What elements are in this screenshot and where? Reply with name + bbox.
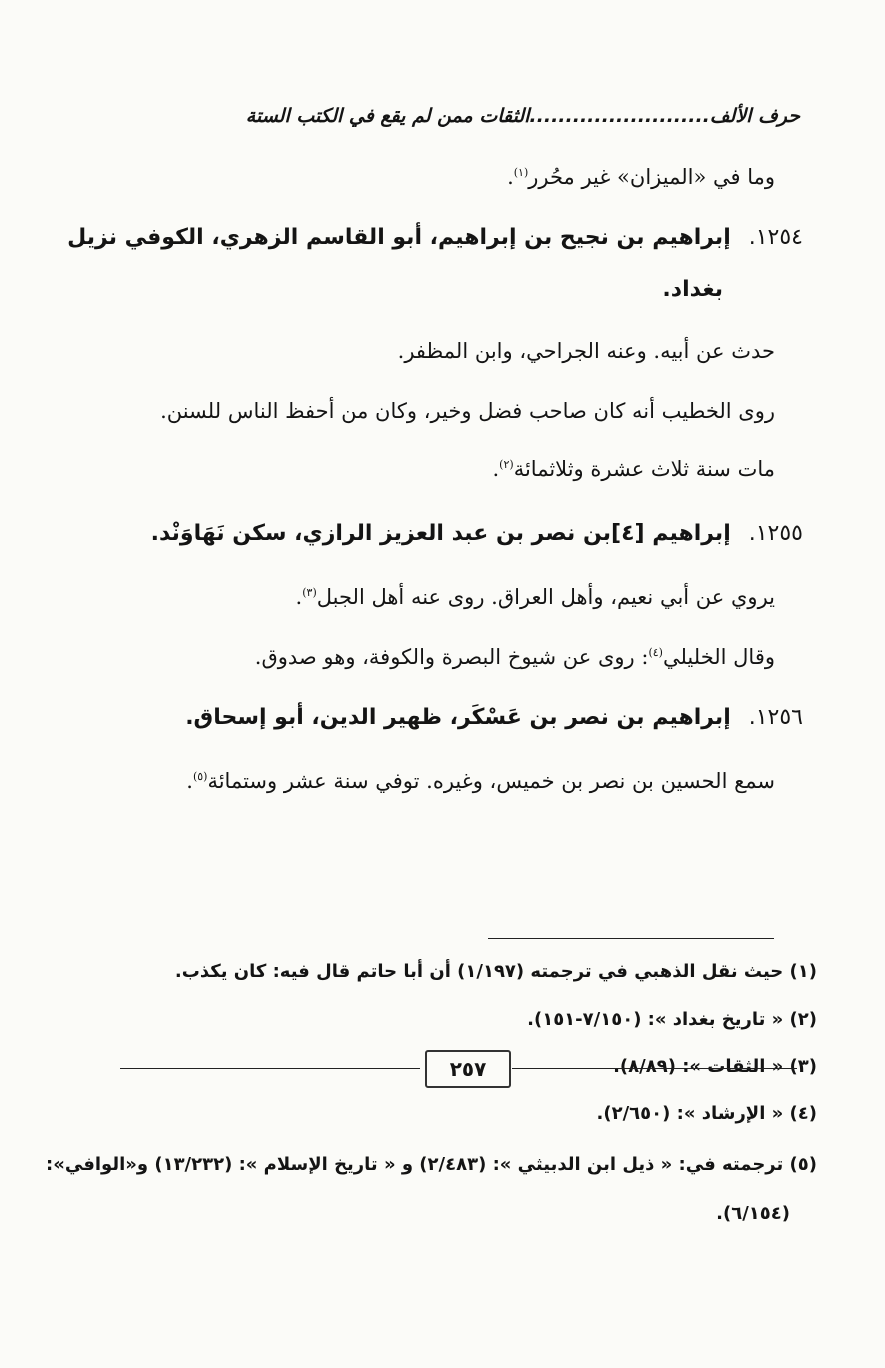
footnote-5: (٥) ترجمته في: « ذيل ابن الدبيثي »: (٢/٤٨٣) و « تاريخ الإسلام »: (١٣/٢٣٢) و«الوافي»: xyxy=(46,1154,817,1175)
page-number xyxy=(425,1050,511,1088)
footnote-ref-3: (٣) xyxy=(302,586,317,599)
entry-number-1255: ١٢٥٥. xyxy=(748,521,803,546)
footnote-separator xyxy=(488,938,774,939)
entry-1254-line-1 xyxy=(398,334,775,368)
footnote-5-cont: (٦/١٥٤). xyxy=(716,1203,790,1224)
entry-name-1254: إبراهيم بن نجيح بن إبراهيم، أبو القاسم الزهري، الكوفي نزيل xyxy=(67,225,731,250)
entry-heading-1256 xyxy=(185,692,803,744)
intro-line-end: . xyxy=(507,165,514,189)
entry-1255-line-2-text: وقال الخليلي xyxy=(662,645,775,669)
entry-1254-line-3-text: مات سنة ثلاث عشرة وثلاثمائة xyxy=(513,457,775,481)
entry-name-1255: إبراهيم [٤]بن نصر بن عبد العزيز الرازي، سكن نَهَاوَنْد. xyxy=(150,521,731,546)
footnote-ref-1: (١) xyxy=(513,166,529,179)
entry-heading-1254 xyxy=(67,212,803,264)
entry-heading-1255 xyxy=(151,508,803,560)
entry-1256-line-1-end: . xyxy=(186,769,193,793)
entry-1254-line-3-end: . xyxy=(492,457,500,481)
intro-line-text: وما في «الميزان» غير محُرر xyxy=(528,165,775,189)
bottom-rule-left xyxy=(120,1068,420,1069)
footnote-2: (٢) « تاريخ بغداد »: (٧/١٥٠-١٥١). xyxy=(527,1009,817,1030)
entry-1254-line-2 xyxy=(160,394,775,428)
entry-name-1256: إبراهيم بن نصر بن عَسْكَر، ظهير الدين، أبو إسحاق. xyxy=(185,705,731,730)
entry-1255-line-2-end: : روى عن شيوخ البصرة والكوفة، وهو صدوق. xyxy=(254,645,649,669)
entry-1256-line-1 xyxy=(186,764,775,798)
entry-1255-line-1 xyxy=(296,580,775,614)
footnote-ref-4: (٤) xyxy=(648,646,663,659)
entry-1256-line-1-text: سمع الحسين بن نصر بن خميس، وغيره. توفي سنة عشر وستمائة xyxy=(207,769,775,793)
entry-heading-1254-cont xyxy=(662,264,723,316)
running-header-text: حرف الألف.........................الثقات ممن لم يقع في الكتب الستة xyxy=(245,105,800,127)
page-number-text: ٢٥٧ xyxy=(449,1057,487,1081)
entry-1255-line-1-end: . xyxy=(295,585,303,609)
footnote-ref-2: (٢) xyxy=(499,458,514,471)
entry-number-1254: ١٢٥٤. xyxy=(748,225,803,250)
entry-1254-line-3 xyxy=(492,452,775,486)
entry-1255-line-2 xyxy=(255,640,775,674)
entry-1254-line-1-text: حدث عن أبيه. وعنه الجراحي، وابن المظفر. xyxy=(397,339,775,363)
footnote-4: (٤) « الإرشاد »: (٢/٦٥٠). xyxy=(596,1103,817,1124)
footnote-1: (١) حيث نقل الذهبي في ترجمته (١/١٩٧) أن أبا حاتم قال فيه: كان يكذب. xyxy=(174,961,817,982)
entry-number-1256: ١٢٥٦. xyxy=(748,705,803,730)
entry-name-1254-cont: بغداد. xyxy=(662,277,723,302)
running-header xyxy=(140,98,800,134)
entry-1255-line-1-text: يروي عن أبي نعيم، وأهل العراق. روى عنه أهل الجبل xyxy=(316,585,775,609)
entry-1254-line-2-text: روى الخطيب أنه كان صاحب فضل وخير، وكان من أحفظ الناس للسنن. xyxy=(160,399,775,423)
intro-line xyxy=(507,160,775,194)
footnote-3: (٣) « الثقات »: (٨/٨٩). xyxy=(613,1056,817,1077)
bottom-rule-right xyxy=(512,1068,797,1069)
footnote-ref-5: (٥) xyxy=(192,770,208,783)
